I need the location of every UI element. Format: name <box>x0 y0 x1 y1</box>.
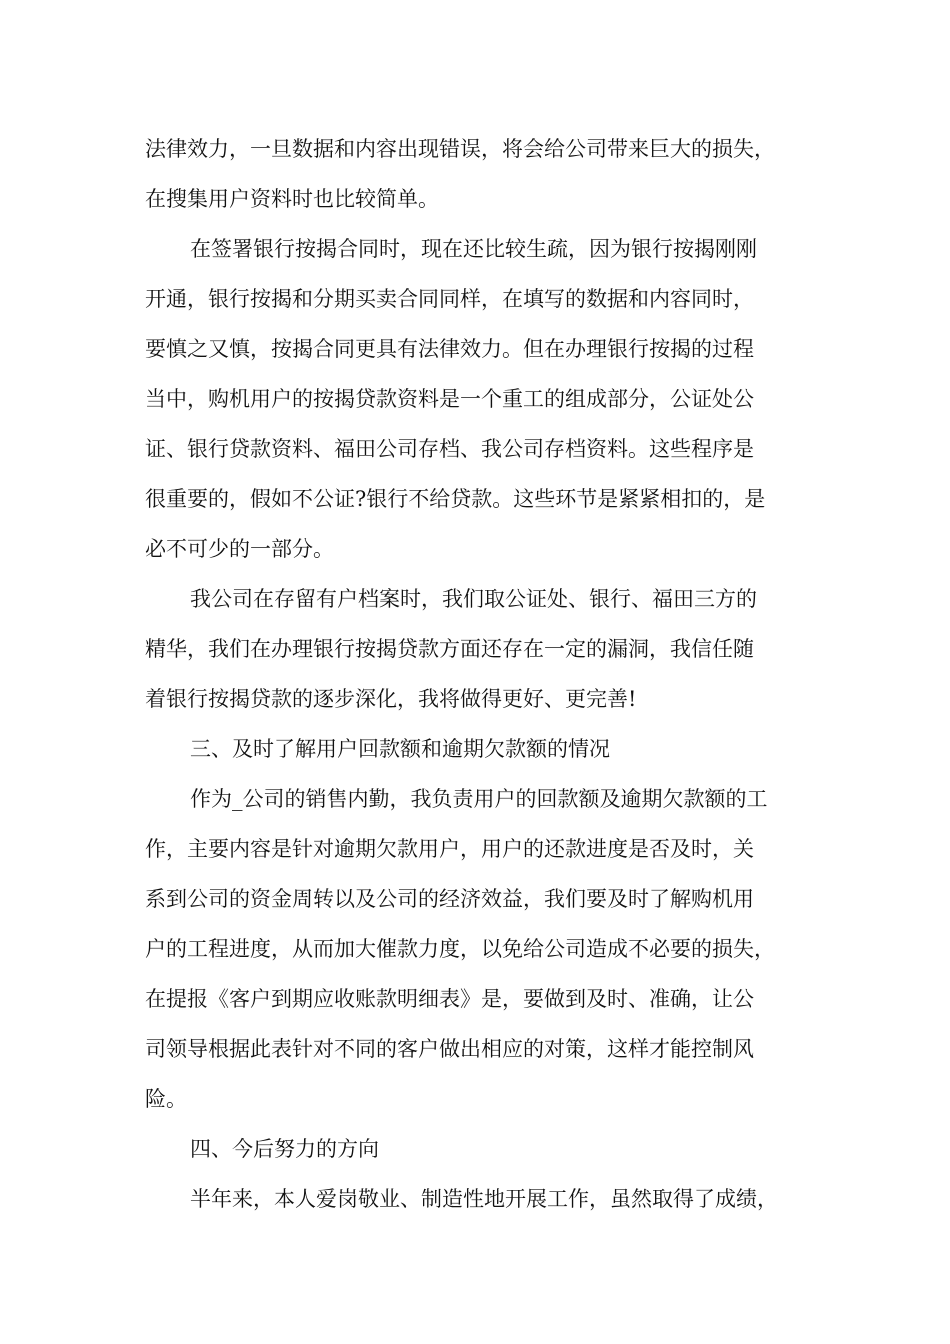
section-heading: 四、今后努力的方向 <box>190 1137 379 1161</box>
text-line: 法律效力，一旦数据和内容出现错误，将会给公司带来巨大的损失， <box>145 137 775 161</box>
text-line: 险。 <box>145 1087 187 1111</box>
text-line: 要慎之又慎，按揭合同更具有法律效力。但在办理银行按揭的过程 <box>145 337 754 361</box>
text-line: 在搜集用户资料时也比较简单。 <box>145 187 439 211</box>
text-line: 司领导根据此表针对不同的客户做出相应的对策，这样才能控制风 <box>145 1037 754 1061</box>
text-line: 证、银行贷款资料、福田公司存档、我公司存档资料。这些程序是 <box>145 437 754 461</box>
text-line: 户的工程进度，从而加大催款力度，以免给公司造成不必要的损失， <box>145 937 775 961</box>
text-line: 在提报《客户到期应收账款明细表》是，要做到及时、准确，让公 <box>145 987 754 1011</box>
text-line: 系到公司的资金周转以及公司的经济效益，我们要及时了解购机用 <box>145 887 754 911</box>
text-line: 很重要的，假如不公证?银行不给贷款。这些环节是紧紧相扣的，是 <box>145 487 766 511</box>
text-line: 作，主要内容是针对逾期欠款用户，用户的还款进度是否及时，关 <box>145 837 754 861</box>
paragraph-start-line: 在签署银行按揭合同时，现在还比较生疏，因为银行按揭刚刚 <box>190 237 757 261</box>
text-line: 当中，购机用户的按揭贷款资料是一个重工的组成部分，公证处公 <box>145 387 754 411</box>
text-line: 开通，银行按揭和分期买卖合同同样，在填写的数据和内容同时， <box>145 287 754 311</box>
paragraph-start-line: 我公司在存留有户档案时，我们取公证处、银行、福田三方的 <box>190 587 757 611</box>
section-heading: 三、及时了解用户回款额和逾期欠款额的情况 <box>190 737 610 761</box>
text-line: 精华，我们在办理银行按揭贷款方面还存在一定的漏洞，我信任随 <box>145 637 754 661</box>
text-line: 着银行按揭贷款的逐步深化，我将做得更好、更完善! <box>145 687 637 711</box>
text-line: 必不可少的一部分。 <box>145 537 334 561</box>
document-body <box>145 124 825 1224</box>
paragraph-start-line: 作为_公司的销售内勤，我负责用户的回款额及逾期欠款额的工 <box>190 787 768 811</box>
paragraph-start-line: 半年来，本人爱岗敬业、制造性地开展工作，虽然取得了成绩， <box>190 1187 778 1211</box>
